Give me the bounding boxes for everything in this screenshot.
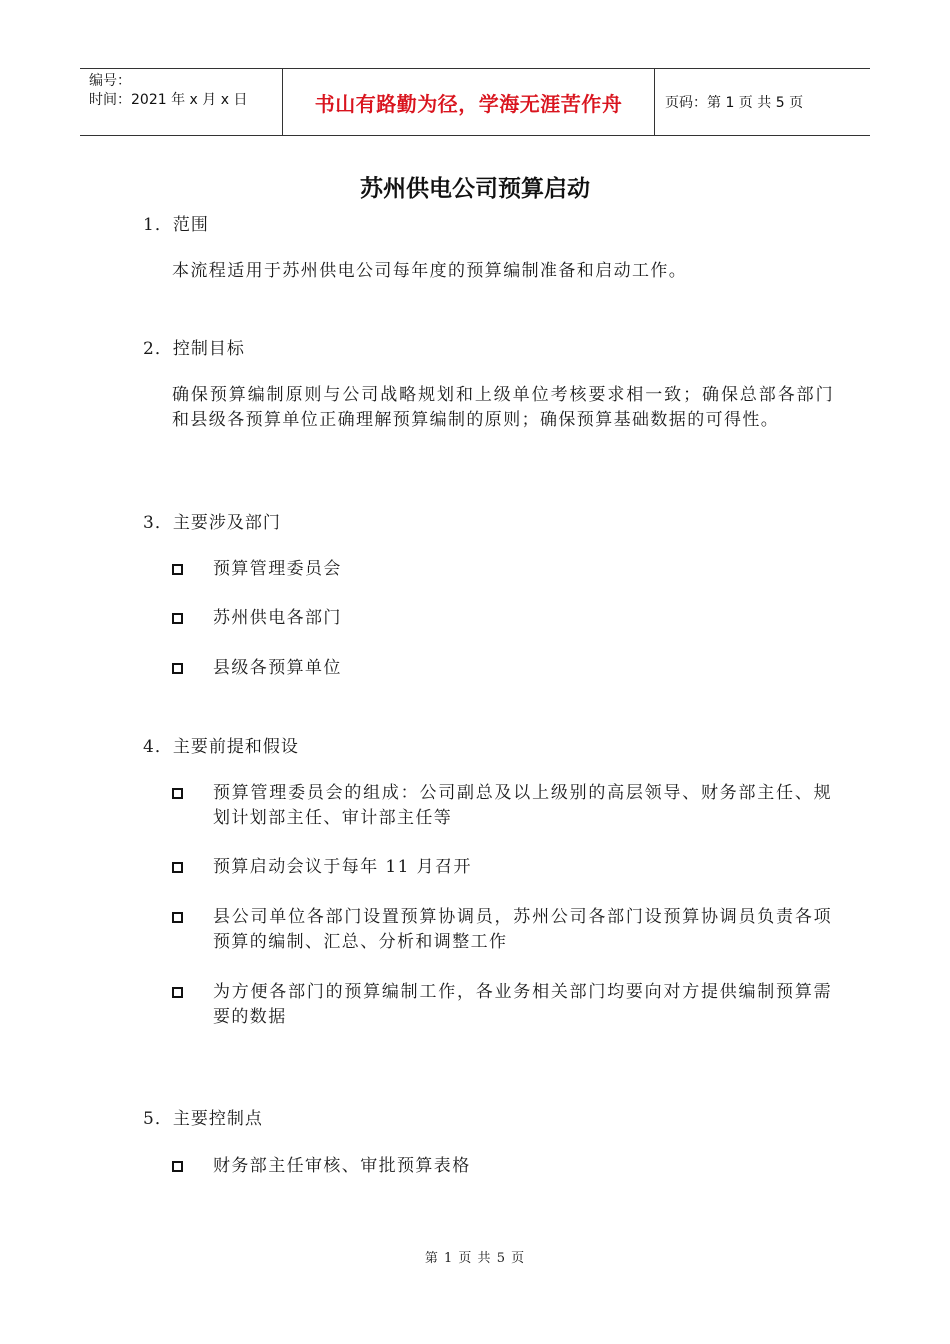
checkbox-icon bbox=[172, 987, 183, 998]
checkbox-icon bbox=[172, 613, 183, 624]
list-item bbox=[172, 656, 834, 681]
list-item bbox=[172, 606, 834, 631]
list-item bbox=[172, 557, 834, 582]
list-item bbox=[172, 855, 834, 880]
checkbox-icon bbox=[172, 663, 183, 674]
section-1-text: 本流程适用于苏州供电公司每年度的预算编制准备和启动工作。 bbox=[172, 261, 688, 281]
checkbox-icon bbox=[172, 912, 183, 923]
list-item-text: 县公司单位各部门设置预算协调员，苏州公司各部门设预算协调员负责各项预算的编制、汇总、分析和调整工作 bbox=[213, 907, 832, 952]
checkbox-icon bbox=[172, 788, 183, 799]
header-motto-cell bbox=[282, 69, 655, 135]
checkbox-icon bbox=[172, 1161, 183, 1172]
section-1-heading: 1．范围 bbox=[143, 215, 209, 235]
list-item-text: 预算启动会议于每年 11 月召开 bbox=[213, 857, 472, 877]
header-page-cell bbox=[655, 69, 870, 135]
header-table bbox=[80, 68, 870, 136]
motto-text: 书山有路勤为径，学海无涯苦作舟 bbox=[314, 91, 623, 116]
list-item-text: 预算管理委员会 bbox=[213, 559, 342, 579]
page-footer: 第 1 页 共 5 页 bbox=[424, 1251, 526, 1266]
time-label: 时间：2021 年 x 月 x 日 bbox=[89, 92, 248, 108]
list-item-text: 县级各预算单位 bbox=[213, 658, 342, 678]
page-info: 页码：第 1 页 共 5 页 bbox=[665, 95, 804, 111]
checkbox-icon bbox=[172, 862, 183, 873]
list-item bbox=[172, 980, 834, 1030]
section-4-heading: 4．主要前提和假设 bbox=[143, 737, 299, 757]
section-5-heading: 5．主要控制点 bbox=[143, 1109, 263, 1129]
list-item bbox=[172, 1154, 834, 1179]
list-item bbox=[172, 781, 834, 831]
section-2-text: 确保预算编制原则与公司战略规划和上级单位考核要求相一致；确保总部各部门和县级各预算单位正确理解预算编制的原则；确保预算基础数据的可得性。 bbox=[172, 385, 834, 430]
section-3-heading: 3．主要涉及部门 bbox=[143, 513, 281, 533]
list-item-text: 财务部主任审核、审批预算表格 bbox=[213, 1156, 471, 1176]
header-left-cell bbox=[80, 69, 282, 135]
number-label: 编号： bbox=[89, 73, 131, 89]
checkbox-icon bbox=[172, 564, 183, 575]
document-title: 苏州供电公司预算启动 bbox=[360, 176, 590, 202]
section-2-heading: 2．控制目标 bbox=[143, 339, 245, 359]
list-item-text: 预算管理委员会的组成：公司副总及以上级别的高层领导、财务部主任、规划计划部主任、审计部主任等 bbox=[213, 783, 832, 828]
list-item-text: 苏州供电各部门 bbox=[213, 608, 342, 628]
list-item bbox=[172, 905, 834, 955]
list-item-text: 为方便各部门的预算编制工作，各业务相关部门均要向对方提供编制预算需要的数据 bbox=[213, 982, 832, 1027]
